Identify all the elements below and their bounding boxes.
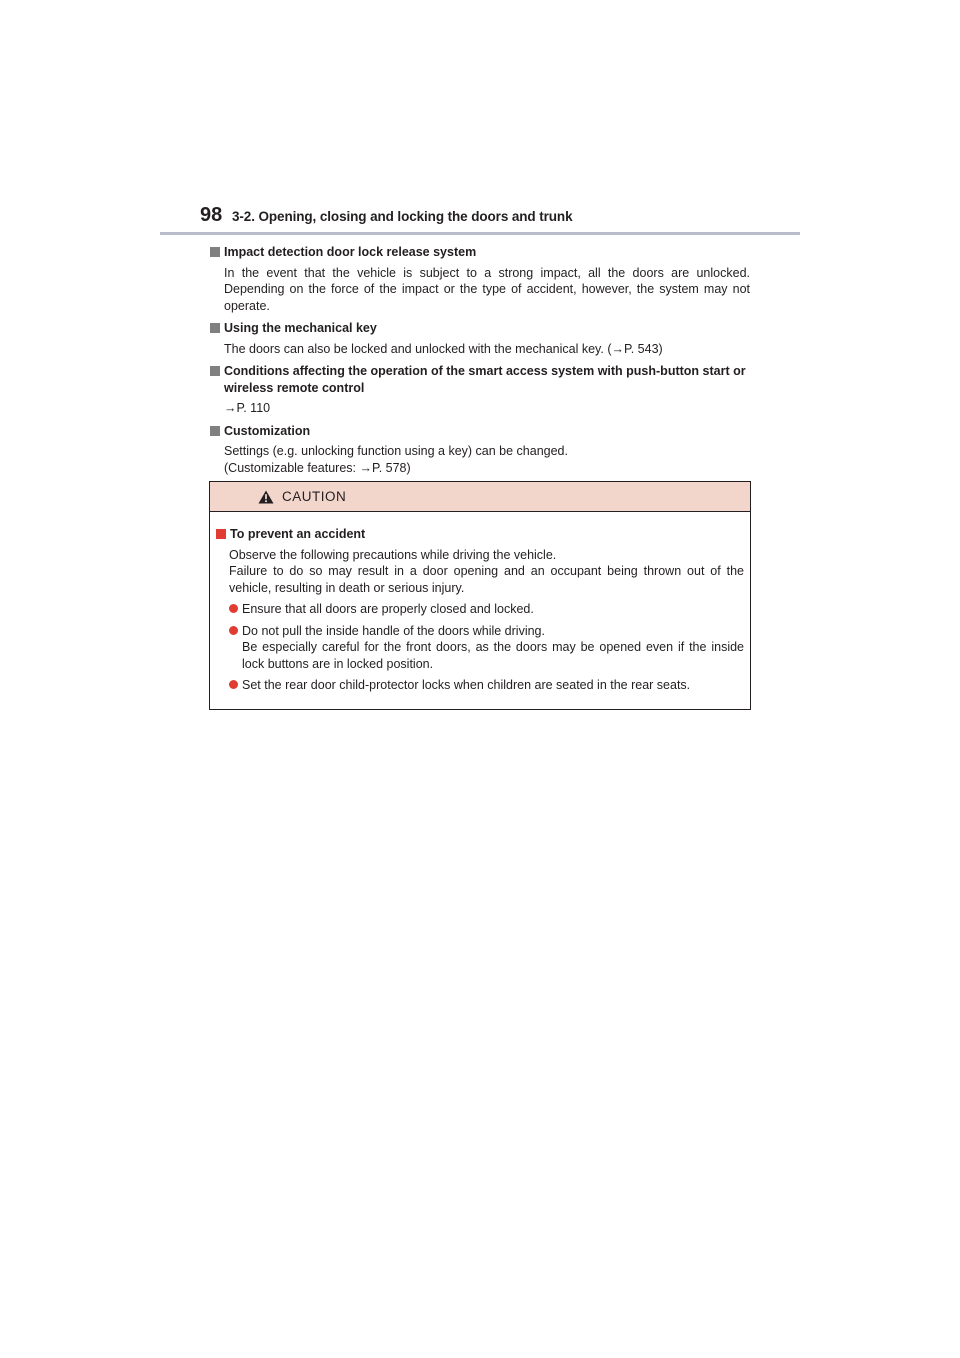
caution-bullet <box>216 601 744 618</box>
header-rule <box>160 232 800 235</box>
topic-body <box>210 443 750 476</box>
warning-triangle-icon <box>258 490 274 504</box>
round-bullet-icon <box>229 626 238 635</box>
bullet-text: Be especially careful for the front doors, as the doors may be opened even if the inside lock buttons are in locked position. <box>242 640 744 671</box>
round-bullet-icon <box>229 680 238 689</box>
square-bullet-icon <box>210 366 220 376</box>
caution-bullet <box>216 677 744 694</box>
square-bullet-icon <box>210 426 220 436</box>
topic-body: The doors can also be locked and unlocked with the mechanical key. (→P. 543) <box>224 341 663 356</box>
topic-body-line: (Customizable features: →P. 578) <box>224 460 411 475</box>
caution-box <box>209 481 751 710</box>
topic-body-line: Settings (e.g. unlocking function using a key) can be changed. <box>224 444 568 458</box>
bullet-text: Set the rear door child-protector locks when children are seated in the rear seats. <box>242 678 691 692</box>
topic-heading: Conditions affecting the operation of the smart access system with push-button start or wireless remote control <box>224 364 746 395</box>
topic-customization <box>210 423 750 477</box>
round-bullet-icon <box>229 604 238 613</box>
topic-heading: Using the mechanical key <box>224 321 377 335</box>
topic-heading: Customization <box>224 423 311 438</box>
square-bullet-icon <box>210 323 220 333</box>
topic-impact-detection <box>210 244 750 314</box>
page-number: 98 <box>200 204 223 226</box>
topic-smart-access-conditions <box>210 363 750 417</box>
caution-bullet <box>216 623 744 673</box>
section-title: 3-2. Opening, closing and locking the doors and trunk <box>232 209 573 224</box>
caution-intro-line: Observe the following precautions while driving the vehicle. <box>229 547 557 562</box>
page-header <box>160 203 800 235</box>
topic-heading: Impact detection door lock release system <box>224 245 477 259</box>
topic-mechanical-key <box>210 320 750 357</box>
topic-body: In the event that the vehicle is subject to a strong impact, all the doors are unlocked. Depending on the force of the impact or the type of accident, however, the system may not operate. <box>224 265 750 313</box>
bullet-text: Ensure that all doors are properly closed and locked. <box>242 602 534 616</box>
caution-intro <box>216 547 744 597</box>
square-bullet-icon <box>210 247 220 257</box>
caution-intro-line: Failure to do so may result in a door opening and an occupant being thrown out of the vehicle, resulting in death or serious injury. <box>229 564 744 595</box>
caution-heading: To prevent an accident <box>230 527 366 541</box>
topic-body: →P. 110 <box>224 401 271 415</box>
caution-header <box>210 482 750 512</box>
main-content <box>210 244 750 476</box>
bullet-text: Do not pull the inside handle of the doors while driving. <box>242 623 545 638</box>
caution-title: CAUTION <box>282 489 347 504</box>
caution-body <box>210 512 750 694</box>
square-bullet-icon <box>216 529 226 539</box>
